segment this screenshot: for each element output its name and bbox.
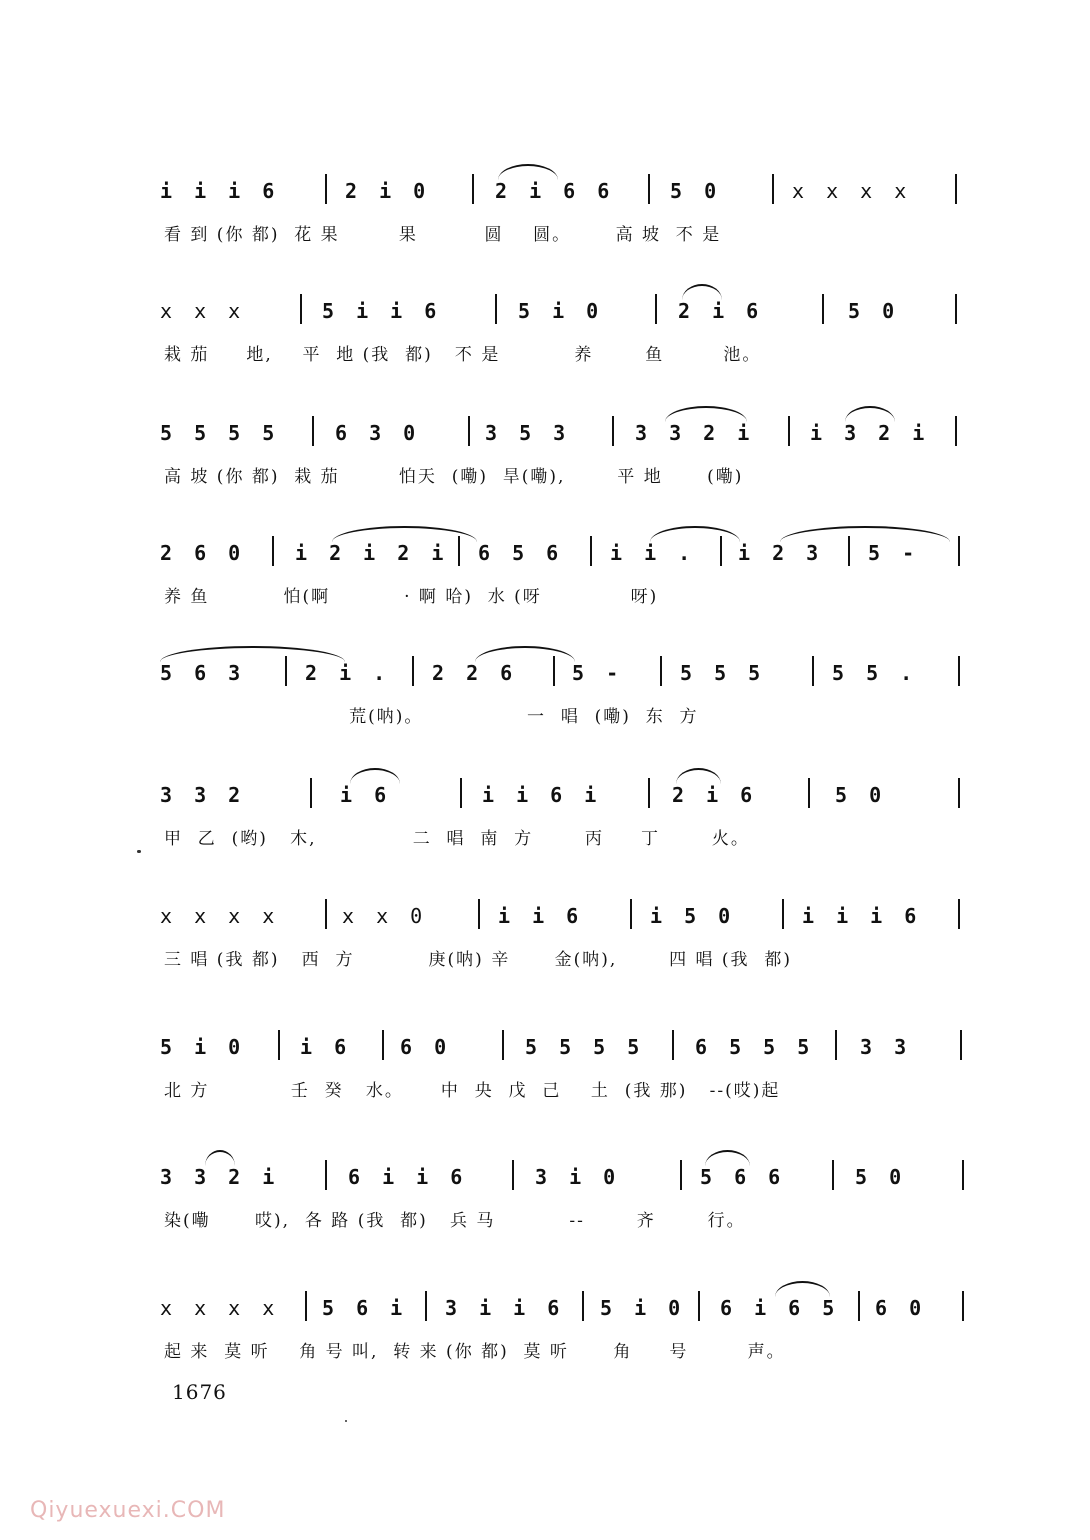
- measure: i 2 i 2 i: [295, 541, 449, 565]
- score-system: [160, 288, 970, 388]
- measure: 3 3 2: [160, 783, 246, 807]
- measure: 5 6 i: [322, 1296, 408, 1320]
- notation-line: [160, 650, 970, 694]
- measure: 6 5 5 5: [695, 1035, 815, 1059]
- lyrics-line: 起 来 莫 听 角 号 叫, 转 来 (你 都) 莫 听 角 号 声。: [164, 1342, 786, 1362]
- lyrics-line: 看 到 (你 都) 花 果 果 圆 圆。 高 坡 不 是: [164, 225, 722, 245]
- bar-line: [495, 294, 497, 324]
- bar-line: [962, 1291, 964, 1321]
- bar-line: [835, 1030, 837, 1060]
- measure: 6 0: [400, 1035, 452, 1059]
- score-system: [160, 772, 970, 872]
- bar-line: [772, 174, 774, 204]
- measure: 5 0: [835, 783, 887, 807]
- score-system: [160, 168, 970, 268]
- measure: 2 i 6: [678, 299, 764, 323]
- bar-line: [720, 536, 722, 566]
- bar-line: [848, 536, 850, 566]
- bar-line: [460, 778, 462, 808]
- bar-line: [285, 656, 287, 686]
- score-system: [160, 1154, 970, 1254]
- measure: i i .: [610, 541, 696, 565]
- measure: 6 5 6: [478, 541, 564, 565]
- measure: 5 i 0: [600, 1296, 686, 1320]
- measure: i i 6 i: [482, 783, 602, 807]
- measure: 3 3: [860, 1035, 912, 1059]
- measure: 5 5 5: [680, 661, 766, 685]
- measure: 5 -: [868, 541, 920, 565]
- measure: i 5 0: [650, 904, 736, 928]
- measure: 6 3 0: [335, 421, 421, 445]
- bar-line: [512, 1160, 514, 1190]
- measure: 5 0: [670, 179, 722, 203]
- lyrics-line: 北 方 壬 癸 水。 中 央 戊 己 土 (我 那) --(哎)起: [164, 1081, 781, 1101]
- measure: i i i 6: [802, 904, 922, 928]
- bar-line: [325, 899, 327, 929]
- bar-line: [272, 536, 274, 566]
- bar-line: [612, 416, 614, 446]
- bar-line: [958, 536, 960, 566]
- bar-line: [458, 536, 460, 566]
- notation-line: [160, 288, 970, 332]
- bar-line: [590, 536, 592, 566]
- measure: 5 0: [855, 1165, 907, 1189]
- measure: x x x x: [160, 904, 280, 928]
- measure: 2 6 0: [160, 541, 246, 565]
- notation-line: [160, 772, 970, 816]
- bar-line: [680, 1160, 682, 1190]
- measure: i i 6: [498, 904, 584, 928]
- bar-line: [648, 174, 650, 204]
- scan-speck: [345, 1420, 347, 1422]
- measure: 5 6 6: [700, 1165, 786, 1189]
- measure: 5 i i 6: [322, 299, 442, 323]
- score-system: [160, 530, 970, 630]
- measure: 5 0: [848, 299, 900, 323]
- lyrics-line: 栽 茄 地, 平 地 (我 都) 不 是 养 鱼 池。: [164, 345, 762, 365]
- bar-line: [960, 1030, 962, 1060]
- notation-line: [160, 168, 970, 212]
- bar-line: [955, 294, 957, 324]
- measure: 2 i .: [305, 661, 391, 685]
- bar-line: [955, 416, 957, 446]
- measure: 5 i 0: [518, 299, 604, 323]
- measure: 6 i i 6: [348, 1165, 468, 1189]
- notation-line: [160, 530, 970, 574]
- bar-line: [832, 1160, 834, 1190]
- bar-line: [502, 1030, 504, 1060]
- measure: i i i 6: [160, 179, 280, 203]
- bar-line: [278, 1030, 280, 1060]
- bar-line: [425, 1291, 427, 1321]
- measure: x x x x: [160, 1296, 280, 1320]
- lyrics-line: 甲 乙 (哟) 木, 二 唱 南 方 丙 丁 火。: [164, 829, 750, 849]
- bar-line: [553, 656, 555, 686]
- bar-line: [468, 416, 470, 446]
- measure: 3 5 3: [485, 421, 571, 445]
- bar-line: [305, 1291, 307, 1321]
- notation-line: [160, 893, 970, 937]
- bar-line: [958, 778, 960, 808]
- score-system: [160, 410, 970, 510]
- lyrics-line: 高 坡 (你 都) 栽 茄 怕天 (嘞) 旱(嘞), 平 地 (嘞): [164, 467, 744, 487]
- bar-line: [955, 174, 957, 204]
- bar-line: [698, 1291, 700, 1321]
- bar-line: [782, 899, 784, 929]
- measure: i 2 3: [738, 541, 824, 565]
- measure: 5 5 5 5: [160, 421, 280, 445]
- measure: 3 3 2 i: [160, 1165, 280, 1189]
- measure: 5 i 0: [160, 1035, 246, 1059]
- measure: i 3 2 i: [810, 421, 930, 445]
- bar-line: [300, 294, 302, 324]
- notation-line: [160, 410, 970, 454]
- measure: 2 2 6: [432, 661, 518, 685]
- measure: i 6: [340, 783, 392, 807]
- bar-line: [958, 899, 960, 929]
- notation-line: [160, 1154, 970, 1198]
- lyrics-line: 染(嘞 哎), 各 路 (我 都) 兵 马 -- 齐 行。: [164, 1211, 746, 1231]
- bar-line: [472, 174, 474, 204]
- bar-line: [822, 294, 824, 324]
- measure: x x x x: [792, 179, 912, 203]
- bar-line: [582, 1291, 584, 1321]
- bar-line: [325, 174, 327, 204]
- bar-line: [958, 656, 960, 686]
- bar-line: [812, 656, 814, 686]
- score-system: [160, 650, 970, 750]
- measure: 5 6 3: [160, 661, 246, 685]
- measure: 5 -: [572, 661, 624, 685]
- bar-line: [630, 899, 632, 929]
- bar-line: [660, 656, 662, 686]
- bar-line: [808, 778, 810, 808]
- watermark-text: Qiyuexuexi.COM: [30, 1498, 226, 1523]
- bar-line: [312, 416, 314, 446]
- bar-line: [412, 656, 414, 686]
- bar-line: [788, 416, 790, 446]
- lyrics-line: 三 唱 (我 都) 西 方 庚(呐) 辛 金(呐), 四 唱 (我 都): [164, 950, 792, 970]
- lyrics-line: 养 鱼 怕(啊 · 啊 哈) 水 (呀 呀): [164, 587, 659, 607]
- bar-line: [382, 1030, 384, 1060]
- score-system: [160, 1024, 970, 1124]
- measure: 5 5 5 5: [525, 1035, 645, 1059]
- measure: x x x: [160, 299, 246, 323]
- measure: 5 5 .: [832, 661, 918, 685]
- measure: 2 i 6 6: [495, 179, 615, 203]
- notation-line: [160, 1024, 970, 1068]
- bar-line: [310, 778, 312, 808]
- measure: 6 0: [875, 1296, 927, 1320]
- score-system: [160, 893, 970, 993]
- measure: 6 i 6 5: [720, 1296, 840, 1320]
- measure: i 6: [300, 1035, 352, 1059]
- measure: 3 i i 6: [445, 1296, 565, 1320]
- bar-line: [478, 899, 480, 929]
- page-number: 1676: [172, 1380, 227, 1404]
- bar-line: [325, 1160, 327, 1190]
- score-system: [160, 1285, 970, 1385]
- bar-line: [858, 1291, 860, 1321]
- lyrics-line: 荒(呐)。 一 唱 (嘞) 东 方: [164, 707, 699, 727]
- measure: 3 3 2 i: [635, 421, 755, 445]
- measure: 2 i 6: [672, 783, 758, 807]
- bar-line: [655, 294, 657, 324]
- notation-line: [160, 1285, 970, 1329]
- measure: x x 0: [342, 904, 428, 928]
- measure: 3 i 0: [535, 1165, 621, 1189]
- scan-speck: [137, 850, 141, 853]
- measure: 2 i 0: [345, 179, 431, 203]
- bar-line: [672, 1030, 674, 1060]
- bar-line: [648, 778, 650, 808]
- bar-line: [962, 1160, 964, 1190]
